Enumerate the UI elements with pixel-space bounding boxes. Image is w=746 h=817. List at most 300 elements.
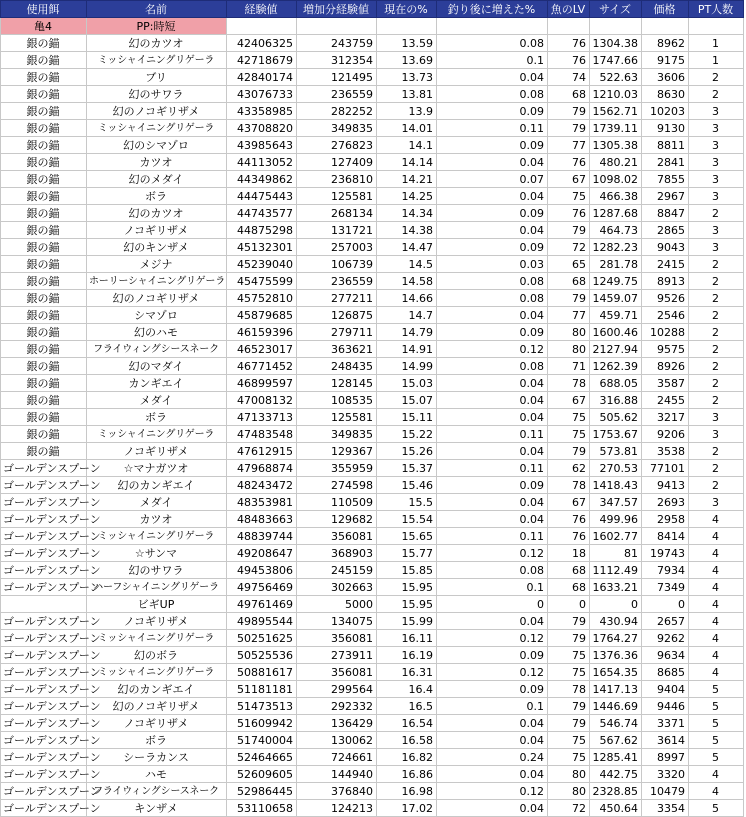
current-percent-cell[interactable]: 15.46 (377, 477, 437, 494)
name-cell[interactable]: ノコギリザメ (87, 613, 227, 630)
exp-cell[interactable]: 48243472 (227, 477, 297, 494)
price-cell[interactable]: 2958 (642, 511, 689, 528)
bait-cell[interactable]: 銀の錨 (1, 392, 87, 409)
fish-level-cell[interactable]: 65 (548, 256, 590, 273)
percent-gain-cell[interactable]: 0.09 (437, 137, 548, 154)
exp-cell[interactable]: 51181181 (227, 681, 297, 698)
price-cell[interactable]: 8414 (642, 528, 689, 545)
current-percent-cell[interactable]: 15.22 (377, 426, 437, 443)
party-size-cell[interactable]: 2 (689, 205, 744, 222)
percent-gain-cell[interactable]: 0.24 (437, 749, 548, 766)
party-size-cell[interactable]: 5 (689, 749, 744, 766)
fish-level-cell[interactable]: 67 (548, 171, 590, 188)
exp-cell[interactable]: 50251625 (227, 630, 297, 647)
fish-level-cell[interactable]: 74 (548, 69, 590, 86)
size-cell[interactable]: 499.96 (590, 511, 642, 528)
fish-level-cell[interactable]: 75 (548, 664, 590, 681)
fish-level-cell[interactable]: 76 (548, 511, 590, 528)
price-cell[interactable]: 3320 (642, 766, 689, 783)
fish-level-cell[interactable]: 80 (548, 324, 590, 341)
price-cell[interactable]: 3587 (642, 375, 689, 392)
column-header-party-size[interactable]: PT人数 (689, 1, 744, 18)
name-cell[interactable]: ハーフシャイニングリゲーラ (87, 579, 227, 596)
exp-gain-cell[interactable]: 356081 (297, 528, 377, 545)
exp-gain-cell[interactable]: 724661 (297, 749, 377, 766)
fish-level-cell[interactable]: 78 (548, 681, 590, 698)
name-cell[interactable]: 幻のハモ (87, 324, 227, 341)
fish-level-cell[interactable]: 79 (548, 222, 590, 239)
column-header-price[interactable]: 価格 (642, 1, 689, 18)
size-cell[interactable]: 0 (590, 596, 642, 613)
fish-level-cell[interactable]: 80 (548, 783, 590, 800)
name-cell[interactable]: 幻のカンギエイ (87, 477, 227, 494)
exp-cell[interactable]: 47133713 (227, 409, 297, 426)
name-cell[interactable]: 幻のマダイ (87, 358, 227, 375)
fish-level-cell[interactable]: 77 (548, 307, 590, 324)
current-percent-cell[interactable]: 15.11 (377, 409, 437, 426)
party-size-cell[interactable]: 4 (689, 545, 744, 562)
size-cell[interactable]: 1305.38 (590, 137, 642, 154)
party-size-cell[interactable]: 3 (689, 409, 744, 426)
size-cell[interactable]: 2127.94 (590, 341, 642, 358)
name-cell[interactable]: ミッシャイニングリゲーラ (87, 52, 227, 69)
name-cell[interactable]: 幻のノコギリザメ (87, 103, 227, 120)
name-cell[interactable]: カツオ (87, 511, 227, 528)
exp-gain-cell[interactable]: 248435 (297, 358, 377, 375)
bait-cell[interactable]: 銀の錨 (1, 120, 87, 137)
price-cell[interactable]: 3614 (642, 732, 689, 749)
current-percent-cell[interactable]: 14.38 (377, 222, 437, 239)
exp-gain-cell[interactable]: 243759 (297, 35, 377, 52)
party-size-cell[interactable]: 2 (689, 341, 744, 358)
size-cell[interactable]: 459.71 (590, 307, 642, 324)
name-cell[interactable]: ノコギリザメ (87, 222, 227, 239)
name-cell[interactable]: ハモ (87, 766, 227, 783)
size-cell[interactable]: 464.73 (590, 222, 642, 239)
percent-gain-cell[interactable]: 0.09 (437, 205, 548, 222)
percent-gain-cell[interactable]: 0.04 (437, 715, 548, 732)
bait-cell[interactable]: 銀の錨 (1, 188, 87, 205)
exp-cell[interactable]: 52464665 (227, 749, 297, 766)
exp-gain-cell[interactable]: 131721 (297, 222, 377, 239)
current-percent-cell[interactable]: 16.98 (377, 783, 437, 800)
name-cell[interactable]: メダイ (87, 392, 227, 409)
party-size-cell[interactable]: 4 (689, 630, 744, 647)
price-cell[interactable]: 3538 (642, 443, 689, 460)
party-size-cell[interactable]: 5 (689, 800, 744, 817)
name-cell[interactable]: 幻のカンギエイ (87, 681, 227, 698)
exp-cell[interactable]: 44743577 (227, 205, 297, 222)
size-cell[interactable]: 505.62 (590, 409, 642, 426)
bait-cell[interactable]: 銀の錨 (1, 103, 87, 120)
percent-gain-cell[interactable]: 0.04 (437, 222, 548, 239)
party-size-cell[interactable]: 2 (689, 256, 744, 273)
party-size-cell[interactable]: 3 (689, 120, 744, 137)
percent-gain-cell[interactable]: 0.04 (437, 494, 548, 511)
exp-cell[interactable]: 47483548 (227, 426, 297, 443)
price-cell[interactable]: 8926 (642, 358, 689, 375)
party-size-cell[interactable]: 2 (689, 477, 744, 494)
price-cell[interactable]: 8847 (642, 205, 689, 222)
price-cell[interactable]: 9043 (642, 239, 689, 256)
size-cell[interactable]: 450.64 (590, 800, 642, 817)
current-percent-cell[interactable]: 16.86 (377, 766, 437, 783)
bait-cell[interactable] (1, 596, 87, 613)
size-cell[interactable]: 1562.71 (590, 103, 642, 120)
price-cell[interactable]: 3606 (642, 69, 689, 86)
bait-cell[interactable]: 銀の錨 (1, 358, 87, 375)
current-percent-cell[interactable]: 15.77 (377, 545, 437, 562)
current-percent-cell[interactable]: 14.47 (377, 239, 437, 256)
party-size-cell[interactable]: 5 (689, 715, 744, 732)
size-cell[interactable]: 347.57 (590, 494, 642, 511)
percent-gain-cell[interactable]: 0.04 (437, 766, 548, 783)
name-cell[interactable]: ☆サンマ (87, 545, 227, 562)
fish-level-cell[interactable]: 18 (548, 545, 590, 562)
exp-gain-cell[interactable]: 312354 (297, 52, 377, 69)
bait-cell[interactable]: ゴールデンスプーン (1, 698, 87, 715)
exp-cell[interactable]: 53110658 (227, 800, 297, 817)
size-cell[interactable]: 1287.68 (590, 205, 642, 222)
current-percent-cell[interactable]: 16.4 (377, 681, 437, 698)
name-cell[interactable]: メジナ (87, 256, 227, 273)
price-cell[interactable]: 9130 (642, 120, 689, 137)
party-size-cell[interactable]: 4 (689, 613, 744, 630)
bait-cell[interactable]: ゴールデンスプーン (1, 800, 87, 817)
current-percent-cell[interactable]: 16.58 (377, 732, 437, 749)
current-percent-cell[interactable]: 14.01 (377, 120, 437, 137)
exp-cell[interactable]: 49895544 (227, 613, 297, 630)
price-cell[interactable]: 2657 (642, 613, 689, 630)
size-cell[interactable]: 546.74 (590, 715, 642, 732)
empty-cell[interactable] (689, 18, 744, 35)
percent-gain-cell[interactable]: 0.03 (437, 256, 548, 273)
percent-gain-cell[interactable]: 0.09 (437, 647, 548, 664)
current-percent-cell[interactable]: 14.91 (377, 341, 437, 358)
current-percent-cell[interactable]: 15.95 (377, 596, 437, 613)
percent-gain-cell[interactable]: 0.08 (437, 86, 548, 103)
party-size-cell[interactable]: 2 (689, 443, 744, 460)
bait-cell[interactable]: 銀の錨 (1, 137, 87, 154)
exp-gain-cell[interactable]: 121495 (297, 69, 377, 86)
name-cell[interactable]: ブリ (87, 69, 227, 86)
price-cell[interactable]: 9206 (642, 426, 689, 443)
price-cell[interactable]: 19743 (642, 545, 689, 562)
price-cell[interactable]: 2967 (642, 188, 689, 205)
party-size-cell[interactable]: 3 (689, 426, 744, 443)
exp-cell[interactable]: 44113052 (227, 154, 297, 171)
current-percent-cell[interactable]: 15.03 (377, 375, 437, 392)
column-header-bait[interactable]: 使用餌 (1, 1, 87, 18)
party-size-cell[interactable]: 3 (689, 103, 744, 120)
name-cell[interactable]: 幻のノコギリザメ (87, 698, 227, 715)
name-cell[interactable]: ☆マナガツオ (87, 460, 227, 477)
exp-cell[interactable]: 43076733 (227, 86, 297, 103)
price-cell[interactable]: 9413 (642, 477, 689, 494)
name-cell[interactable]: 幻のサワラ (87, 562, 227, 579)
fish-level-cell[interactable]: 79 (548, 443, 590, 460)
party-size-cell[interactable]: 4 (689, 528, 744, 545)
size-cell[interactable]: 1285.41 (590, 749, 642, 766)
fish-level-cell[interactable]: 68 (548, 273, 590, 290)
price-cell[interactable]: 8811 (642, 137, 689, 154)
exp-cell[interactable]: 46771452 (227, 358, 297, 375)
exp-gain-cell[interactable]: 349835 (297, 426, 377, 443)
party-size-cell[interactable]: 4 (689, 596, 744, 613)
name-cell[interactable]: ボラ (87, 409, 227, 426)
current-percent-cell[interactable]: 15.65 (377, 528, 437, 545)
bait-cell[interactable]: 銀の錨 (1, 69, 87, 86)
fish-level-cell[interactable]: 79 (548, 290, 590, 307)
fish-level-cell[interactable]: 75 (548, 732, 590, 749)
percent-gain-cell[interactable]: 0.12 (437, 341, 548, 358)
name-cell[interactable]: 幻のボラ (87, 647, 227, 664)
current-percent-cell[interactable]: 15.07 (377, 392, 437, 409)
bait-cell[interactable]: ゴールデンスプーン (1, 460, 87, 477)
price-cell[interactable]: 9175 (642, 52, 689, 69)
exp-gain-cell[interactable]: 144940 (297, 766, 377, 783)
fish-level-cell[interactable]: 68 (548, 562, 590, 579)
current-percent-cell[interactable]: 15.54 (377, 511, 437, 528)
current-percent-cell[interactable]: 14.1 (377, 137, 437, 154)
size-cell[interactable]: 316.88 (590, 392, 642, 409)
price-cell[interactable]: 8913 (642, 273, 689, 290)
exp-gain-cell[interactable]: 363621 (297, 341, 377, 358)
exp-gain-cell[interactable]: 236810 (297, 171, 377, 188)
percent-gain-cell[interactable]: 0.1 (437, 698, 548, 715)
name-cell[interactable]: ボラ (87, 188, 227, 205)
name-cell[interactable]: ミッシャイニングリゲーラ (87, 630, 227, 647)
current-percent-cell[interactable]: 15.26 (377, 443, 437, 460)
size-cell[interactable]: 1633.21 (590, 579, 642, 596)
size-cell[interactable]: 1418.43 (590, 477, 642, 494)
party-size-cell[interactable]: 4 (689, 766, 744, 783)
fish-level-cell[interactable]: 68 (548, 86, 590, 103)
percent-gain-cell[interactable]: 0.09 (437, 103, 548, 120)
bait-cell[interactable]: 銀の錨 (1, 52, 87, 69)
name-cell[interactable]: 幻のシマゾロ (87, 137, 227, 154)
exp-cell[interactable]: 44875298 (227, 222, 297, 239)
bait-cell[interactable]: 銀の錨 (1, 426, 87, 443)
price-cell[interactable]: 7349 (642, 579, 689, 596)
current-percent-cell[interactable]: 16.82 (377, 749, 437, 766)
fish-level-cell[interactable]: 78 (548, 375, 590, 392)
column-header-exp[interactable]: 経験値 (227, 1, 297, 18)
exp-cell[interactable]: 44349862 (227, 171, 297, 188)
column-header-name[interactable]: 名前 (87, 1, 227, 18)
exp-gain-cell[interactable]: 276823 (297, 137, 377, 154)
party-size-cell[interactable]: 4 (689, 562, 744, 579)
percent-gain-cell[interactable]: 0.04 (437, 800, 548, 817)
bait-cell[interactable]: ゴールデンスプーン (1, 749, 87, 766)
percent-gain-cell[interactable]: 0.04 (437, 69, 548, 86)
price-cell[interactable]: 2693 (642, 494, 689, 511)
exp-gain-cell[interactable]: 376840 (297, 783, 377, 800)
empty-cell[interactable] (437, 18, 548, 35)
exp-gain-cell[interactable]: 125581 (297, 409, 377, 426)
current-percent-cell[interactable]: 14.34 (377, 205, 437, 222)
price-cell[interactable]: 10288 (642, 324, 689, 341)
exp-cell[interactable]: 46523017 (227, 341, 297, 358)
fish-level-cell[interactable]: 79 (548, 698, 590, 715)
size-cell[interactable]: 1376.36 (590, 647, 642, 664)
info-name-cell[interactable]: PP:時短 (87, 18, 227, 35)
bait-cell[interactable]: ゴールデンスプーン (1, 613, 87, 630)
fish-level-cell[interactable]: 75 (548, 426, 590, 443)
bait-cell[interactable]: ゴールデンスプーン (1, 732, 87, 749)
size-cell[interactable]: 1417.13 (590, 681, 642, 698)
exp-cell[interactable]: 47612915 (227, 443, 297, 460)
bait-cell[interactable]: 銀の錨 (1, 443, 87, 460)
fish-level-cell[interactable]: 76 (548, 528, 590, 545)
bait-cell[interactable]: 銀の錨 (1, 256, 87, 273)
price-cell[interactable]: 9575 (642, 341, 689, 358)
fish-level-cell[interactable]: 75 (548, 409, 590, 426)
party-size-cell[interactable]: 4 (689, 664, 744, 681)
percent-gain-cell[interactable]: 0.1 (437, 52, 548, 69)
exp-gain-cell[interactable]: 130062 (297, 732, 377, 749)
size-cell[interactable]: 573.81 (590, 443, 642, 460)
price-cell[interactable]: 77101 (642, 460, 689, 477)
name-cell[interactable]: シマゾロ (87, 307, 227, 324)
fish-level-cell[interactable]: 71 (548, 358, 590, 375)
size-cell[interactable]: 1739.11 (590, 120, 642, 137)
price-cell[interactable]: 7855 (642, 171, 689, 188)
bait-cell[interactable]: ゴールデンスプーン (1, 766, 87, 783)
bait-cell[interactable]: 銀の錨 (1, 409, 87, 426)
bait-cell[interactable]: 銀の錨 (1, 375, 87, 392)
size-cell[interactable]: 1282.23 (590, 239, 642, 256)
exp-cell[interactable]: 49756469 (227, 579, 297, 596)
bait-cell[interactable]: ゴールデンスプーン (1, 562, 87, 579)
fish-level-cell[interactable]: 72 (548, 239, 590, 256)
percent-gain-cell[interactable]: 0.07 (437, 171, 548, 188)
fish-level-cell[interactable]: 79 (548, 715, 590, 732)
exp-cell[interactable]: 46159396 (227, 324, 297, 341)
price-cell[interactable]: 0 (642, 596, 689, 613)
column-header-percent-gain[interactable]: 釣り後に増えた% (437, 1, 548, 18)
party-size-cell[interactable]: 3 (689, 222, 744, 239)
percent-gain-cell[interactable]: 0.04 (437, 307, 548, 324)
fish-level-cell[interactable]: 76 (548, 154, 590, 171)
percent-gain-cell[interactable]: 0.04 (437, 732, 548, 749)
fish-level-cell[interactable]: 75 (548, 647, 590, 664)
party-size-cell[interactable]: 2 (689, 86, 744, 103)
size-cell[interactable]: 430.94 (590, 613, 642, 630)
party-size-cell[interactable]: 4 (689, 783, 744, 800)
current-percent-cell[interactable]: 16.5 (377, 698, 437, 715)
price-cell[interactable]: 10203 (642, 103, 689, 120)
bait-cell[interactable]: ゴールデンスプーン (1, 545, 87, 562)
size-cell[interactable]: 1654.35 (590, 664, 642, 681)
fish-level-cell[interactable]: 76 (548, 35, 590, 52)
size-cell[interactable]: 1602.77 (590, 528, 642, 545)
exp-cell[interactable]: 42718679 (227, 52, 297, 69)
exp-cell[interactable]: 49761469 (227, 596, 297, 613)
fish-level-cell[interactable]: 80 (548, 766, 590, 783)
current-percent-cell[interactable]: 13.9 (377, 103, 437, 120)
current-percent-cell[interactable]: 16.11 (377, 630, 437, 647)
size-cell[interactable]: 1446.69 (590, 698, 642, 715)
exp-gain-cell[interactable]: 236559 (297, 273, 377, 290)
name-cell[interactable]: ビギUP (87, 596, 227, 613)
bait-cell[interactable]: 銀の錨 (1, 290, 87, 307)
size-cell[interactable]: 1210.03 (590, 86, 642, 103)
name-cell[interactable]: キンザメ (87, 800, 227, 817)
percent-gain-cell[interactable]: 0.04 (437, 443, 548, 460)
fish-level-cell[interactable]: 80 (548, 341, 590, 358)
current-percent-cell[interactable]: 14.66 (377, 290, 437, 307)
price-cell[interactable]: 2455 (642, 392, 689, 409)
name-cell[interactable]: 幻のサワラ (87, 86, 227, 103)
percent-gain-cell[interactable]: 0.04 (437, 409, 548, 426)
name-cell[interactable]: フライウィングシースネーク (87, 341, 227, 358)
exp-gain-cell[interactable]: 355959 (297, 460, 377, 477)
percent-gain-cell[interactable]: 0.09 (437, 324, 548, 341)
exp-gain-cell[interactable]: 129682 (297, 511, 377, 528)
size-cell[interactable]: 1249.75 (590, 273, 642, 290)
name-cell[interactable]: 幻のカツオ (87, 35, 227, 52)
empty-cell[interactable] (227, 18, 297, 35)
party-size-cell[interactable]: 3 (689, 494, 744, 511)
party-size-cell[interactable]: 4 (689, 579, 744, 596)
bait-cell[interactable]: 銀の錨 (1, 171, 87, 188)
price-cell[interactable]: 8630 (642, 86, 689, 103)
exp-gain-cell[interactable]: 106739 (297, 256, 377, 273)
fish-level-cell[interactable]: 75 (548, 188, 590, 205)
name-cell[interactable]: 幻のメダイ (87, 171, 227, 188)
percent-gain-cell[interactable]: 0.08 (437, 290, 548, 307)
percent-gain-cell[interactable]: 0.08 (437, 35, 548, 52)
party-size-cell[interactable]: 2 (689, 273, 744, 290)
fish-level-cell[interactable]: 0 (548, 596, 590, 613)
fish-level-cell[interactable]: 79 (548, 630, 590, 647)
party-size-cell[interactable]: 2 (689, 290, 744, 307)
exp-gain-cell[interactable]: 279711 (297, 324, 377, 341)
exp-gain-cell[interactable]: 5000 (297, 596, 377, 613)
size-cell[interactable]: 1753.67 (590, 426, 642, 443)
empty-cell[interactable] (297, 18, 377, 35)
exp-gain-cell[interactable]: 292332 (297, 698, 377, 715)
bait-cell[interactable]: ゴールデンスプーン (1, 494, 87, 511)
name-cell[interactable]: 幻のキンザメ (87, 239, 227, 256)
fish-level-cell[interactable]: 67 (548, 494, 590, 511)
exp-gain-cell[interactable]: 368903 (297, 545, 377, 562)
name-cell[interactable]: ミッシャイニングリゲーラ (87, 528, 227, 545)
bait-cell[interactable]: ゴールデンスプーン (1, 647, 87, 664)
party-size-cell[interactable]: 5 (689, 732, 744, 749)
exp-gain-cell[interactable]: 282252 (297, 103, 377, 120)
current-percent-cell[interactable]: 14.5 (377, 256, 437, 273)
bait-cell[interactable]: 銀の錨 (1, 273, 87, 290)
party-size-cell[interactable]: 3 (689, 239, 744, 256)
exp-cell[interactable]: 49208647 (227, 545, 297, 562)
size-cell[interactable]: 567.62 (590, 732, 642, 749)
column-header-size[interactable]: サイズ (590, 1, 642, 18)
bait-cell[interactable]: 銀の錨 (1, 86, 87, 103)
size-cell[interactable]: 281.78 (590, 256, 642, 273)
price-cell[interactable]: 2546 (642, 307, 689, 324)
party-size-cell[interactable]: 1 (689, 52, 744, 69)
exp-cell[interactable]: 45239040 (227, 256, 297, 273)
size-cell[interactable]: 522.63 (590, 69, 642, 86)
current-percent-cell[interactable]: 13.59 (377, 35, 437, 52)
exp-cell[interactable]: 48483663 (227, 511, 297, 528)
exp-gain-cell[interactable]: 134075 (297, 613, 377, 630)
bait-cell[interactable]: 銀の錨 (1, 222, 87, 239)
price-cell[interactable]: 2415 (642, 256, 689, 273)
name-cell[interactable]: シーラカンス (87, 749, 227, 766)
